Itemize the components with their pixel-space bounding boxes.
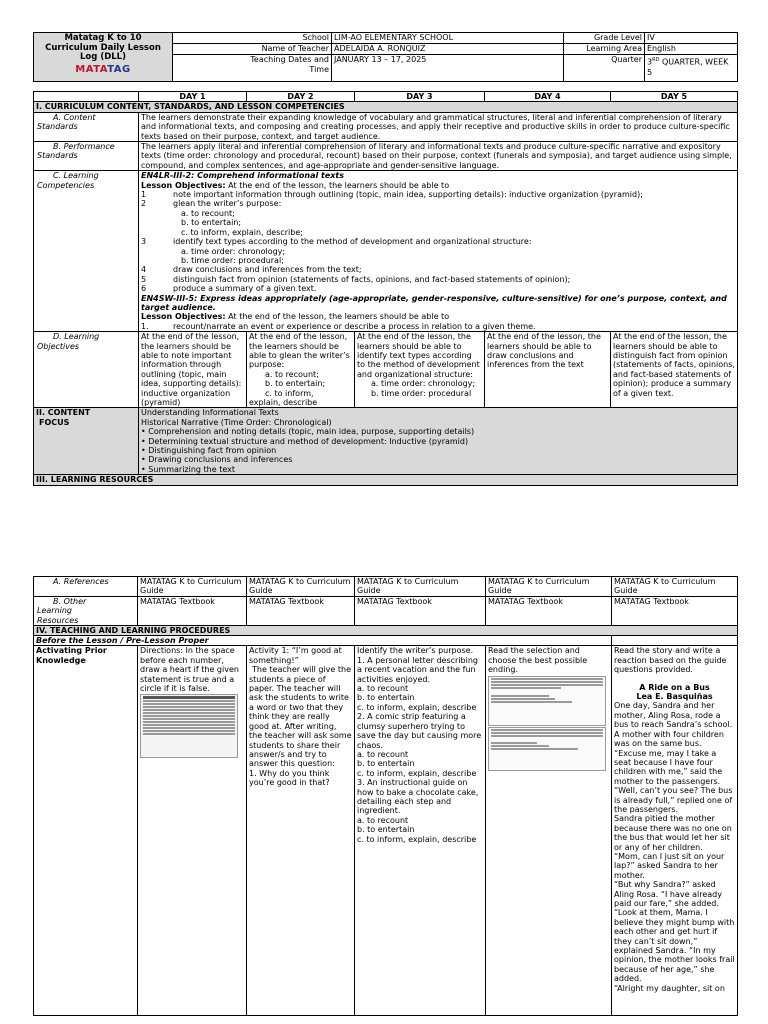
apk-day1: Directions: In the space before each number, draw a heart if the given statement is true and a circle if it is false. — [138, 646, 247, 1016]
dll-title: Matatag K to 10 Curriculum Daily Lesson Log (DLL) — [45, 33, 161, 62]
content-standards-text: The learners demonstrate their expanding knowledge of vocabulary and grammatical structures, literal and inferential comprehension of literary and informational texts, and composing and creating processes, and apply their receptive and productive skills in order to produce culture-specific texts based on their purpose, context, and target audience. — [139, 112, 738, 141]
worksheet-thumbnail — [140, 694, 238, 758]
quarter-label: Quarter — [564, 55, 645, 82]
grade-label: Grade Level — [564, 33, 645, 44]
competency-item: a. time order: chronology; — [181, 246, 286, 256]
objectives-day1: At the end of the lesson, the learners should be able to note important information through outlining (topic, main idea, supporting details): inductive organization (pyramid) — [139, 332, 247, 408]
grade-value: IV — [645, 33, 738, 44]
header-table — [33, 32, 738, 82]
content-focus-text: Understanding Informational Texts Historical Narrative (Time Order: Chronological) • Comprehension and noting details (topic, main idea, purpose, supporting details) • Determining textual structure and method of development: Inductive (pyramid) • Distinguishing fact from opinion • Drawing conclusions and inferences • Summarizing the text — [139, 408, 738, 475]
dates-value: JANUARY 13 – 17, 2025 — [332, 55, 564, 82]
teacher-label: Name of Teacher — [173, 44, 332, 55]
apk-day5: Read the story and write a reaction based on the guide questions provided. A Ride on a Bus Lea E. Basquiñas One day, Sandra and her mother, Aling Rosa, rode a bus to reach Sandra’s school. A mother with four children was on the same bus. “Excuse me, may I take a seat because I have four children with me,” said the mother to the passengers. “Well, can’t you see? The bus is already full,” replied one of the passengers. Sandra pitied the mother because there was no one on the bus that would let her sit or any of her children. “Mom, can I just sit on your lap?” asked Sandra to her mother. “But why Sandra?” asked Aling Rosa. “I have already paid our fare,” she added. “Look at them, Mama. I believe they might bump with each other and get hurt if they can’t sit down,” explained Sandra. “In my opinion, the mother looks frail because of her age,” she added. “Alright my daughter, sit on — [612, 646, 738, 1016]
objectives-day2: At the end of the lesson, the learners should be able to glean the writer’s purpose: a. to recount; b. to entertain; c. to inform, explain, describe — [247, 332, 355, 408]
references-label: A. References — [34, 577, 138, 597]
references-day4: MATATAG K to Curriculum Guide — [486, 577, 612, 597]
references-day2: MATATAG K to Curriculum Guide — [247, 577, 355, 597]
objectives-day3: At the end of the lesson, the learners should be able to identify text types according to the method of development and organizational structure: a. time order: chronology; b. time order: procedural — [355, 332, 485, 408]
learning-competencies-label: C. Learning Competencies — [34, 171, 139, 332]
competency-items — [141, 190, 735, 293]
matatag-logo: MATATAG — [75, 63, 131, 75]
competency-code-1: EN4LR-III-2: Comprehend informational texts — [141, 171, 345, 181]
lesson-objectives-1: Lesson Objectives: At the end of the lesson, the learners should be able to — [141, 180, 450, 190]
competency-item-last: 1. recount/narrate an event or experience or describe a process in relation to a given theme. — [141, 321, 536, 331]
lesson-table-page1 — [33, 91, 738, 486]
quarter-value: 3RD QUARTER, WEEK 5 — [645, 55, 738, 82]
section-resources-title: III. LEARNING RESOURCES — [34, 475, 738, 485]
corner-cell — [34, 92, 139, 102]
references-day5: MATATAG K to Curriculum Guide — [612, 577, 738, 597]
other-resources-day5: MATATAG Textbook — [612, 596, 738, 625]
activating-prior-knowledge-label: Activating Prior Knowledge — [34, 646, 138, 1016]
content-standards-label: A. Content Standards — [34, 112, 139, 141]
teacher-value: ADELAIDA A. RONQUIZ — [332, 44, 564, 55]
apk-day3: Identify the writer’s purpose. 1. A personal letter describing a recent vacation and the fun activities enjoyed. a. to recount b. to entertain c. to inform, explain, describe 2. A comic strip featuring a clumsy superhero trying to save the day but causing more chaos. a. to recount b. to entertain c. to inform, explain, describe 3. An instructional guide on how to bake a chocolate cake, detailing each step and ingredient. a. to recount b. to entertain c. to inform, explain, describe — [355, 646, 486, 1016]
performance-standards-label: B. Performance Standards — [34, 142, 139, 171]
dates-label: Teaching Dates and Time — [173, 55, 332, 82]
other-resources-label: B. Other Learning Resources — [34, 596, 138, 625]
competency-item: b. to entertain; — [181, 218, 242, 228]
competency-item: 6 produce a summary of a given text. — [141, 284, 317, 294]
section-curriculum-title: I. CURRICULUM CONTENT, STANDARDS, AND LESSON COMPETENCIES — [34, 102, 738, 112]
day-header-2: DAY 2 — [247, 92, 355, 102]
day-header-5: DAY 5 — [611, 92, 738, 102]
objectives-day4: At the end of the lesson, the learners should be able to draw conclusions and inferences from the text — [485, 332, 611, 408]
objectives-day5: At the end of the lesson, the learners should be able to distinguish fact from opinion (statements of facts, opinions, and fact-based statements of opinion); produce a summary of a given text. — [611, 332, 738, 408]
school-label: School — [173, 33, 332, 44]
apk-day2: Activity 1: “I’m good at something!” The teacher will give the students a piece of paper. The teacher will ask the students to write a word or two that they think they are really good at. After writing, the teacher will ask some students to share their answer/s and try to answer this question: 1. Why do you think you’re good in that? — [247, 646, 355, 1016]
selection-thumbnail-2 — [488, 727, 606, 771]
dll-title-cell — [34, 33, 173, 82]
competency-code-2: EN4SW-III-5: Express ideas appropriately (age-appropriate, gender-responsive, culture-sensitive) for one’s purpose, context, and target audience. — [141, 293, 727, 312]
day-header-3: DAY 3 — [355, 92, 485, 102]
competency-item: 4 draw conclusions and inferences from the text; — [141, 265, 362, 275]
pre-lesson-empty — [612, 636, 738, 646]
competency-item: 5 distinguish fact from opinion (statements of facts, opinions, and fact-based statements of opinion); — [141, 274, 571, 284]
other-resources-day2: MATATAG Textbook — [247, 596, 355, 625]
lesson-table-page2 — [33, 576, 738, 1016]
area-value: English — [645, 44, 738, 55]
section-procedures-title: IV. TEACHING AND LEARNING PROCEDURES — [34, 626, 738, 636]
learning-competencies-text — [139, 171, 738, 332]
day-header-1: DAY 1 — [139, 92, 247, 102]
competency-item: a. to recount; — [181, 208, 235, 218]
competency-item: b. time order: procedural; — [181, 255, 284, 265]
story-author: Lea E. Basquiñas — [636, 692, 713, 702]
references-day3: MATATAG K to Curriculum Guide — [355, 577, 486, 597]
competency-item: 1 note important information through outlining (topic, main idea, supporting details): inductive organization (pyramid); — [141, 190, 643, 200]
competency-item: 3 identify text types according to the method of development and organizational structure: — [141, 237, 532, 247]
performance-standards-text: The learners apply literal and inferential comprehension of literary and informational texts and produce culture-specific narrative and expository texts (time order: chronology and procedural, recount) based on their purpose, context (funerals and symposia), and target audience using simple, compound, and complex sentences, and age-appropriate and gender-sensitive language. — [139, 142, 738, 171]
learning-objectives-label: D. Learning Objectives — [34, 332, 139, 408]
pre-lesson-label: Before the Lesson / Pre-Lesson Proper — [34, 636, 612, 646]
other-resources-day3: MATATAG Textbook — [355, 596, 486, 625]
other-resources-day1: MATATAG Textbook — [138, 596, 247, 625]
area-label: Learning Area — [564, 44, 645, 55]
apk-day4: Read the selection and choose the best possible ending. — [486, 646, 612, 1016]
story-title: A Ride on a Bus — [639, 682, 710, 692]
references-day1: MATATAG K to Curriculum Guide — [138, 577, 247, 597]
school-value: LIM-AO ELEMENTARY SCHOOL — [332, 33, 564, 44]
content-focus-label: II. CONTENT FOCUS — [34, 408, 139, 475]
other-resources-day4: MATATAG Textbook — [486, 596, 612, 625]
competency-item: c. to inform, explain, describe; — [181, 227, 303, 237]
lesson-objectives-2: Lesson Objectives: At the end of the lesson, the learners should be able to — [141, 312, 450, 322]
day-header-4: DAY 4 — [485, 92, 611, 102]
competency-item: 2 glean the writer’s purpose: — [141, 199, 282, 209]
selection-thumbnail-1 — [488, 676, 606, 726]
